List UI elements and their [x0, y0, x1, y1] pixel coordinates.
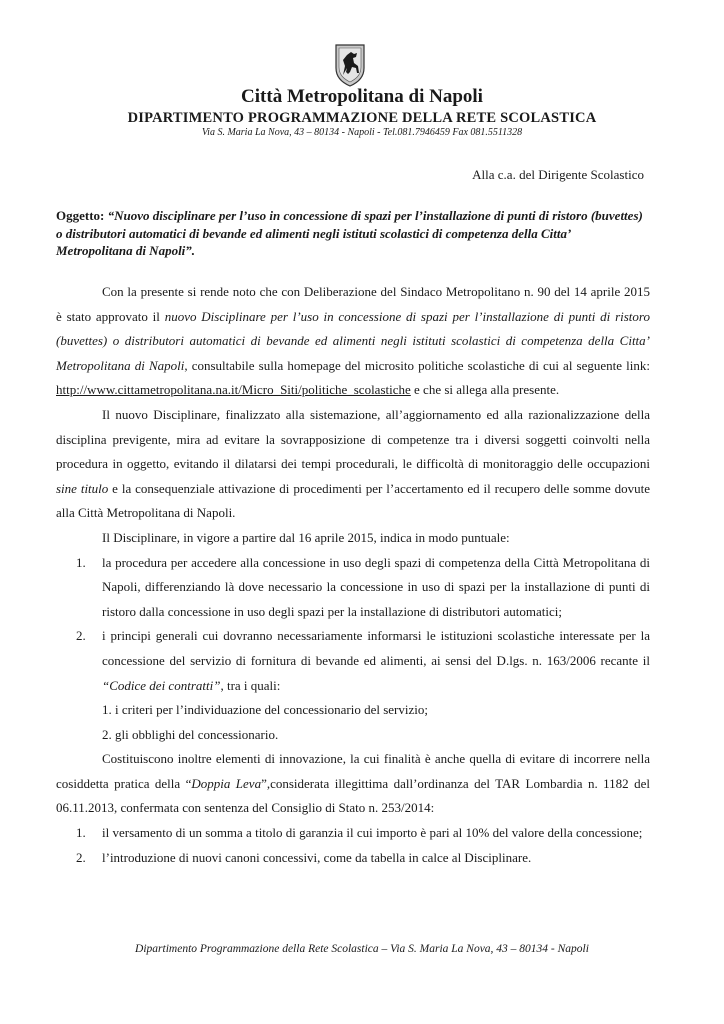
sub-item: 1. i criteri per l’individuazione del concessionario del servizio;	[102, 702, 428, 718]
list-item-text: l’introduzione di nuovi canoni concessivi, come da tabella in calce al Disciplinare.	[102, 849, 532, 865]
naples-horse-crest-icon	[330, 42, 370, 88]
paragraph-purpose	[56, 403, 650, 526]
department-name: DIPARTIMENTO PROGRAMMAZIONE DELLA RETE SCOLASTICA	[127, 110, 597, 126]
para1-text-c: e che si allega alla presente.	[410, 382, 560, 398]
list-number: 1.	[76, 554, 86, 570]
para2-italic: sine titulo	[56, 480, 109, 496]
para1-italic-title: nuovo Disciplinare per l’uso in concessione di spazi per l’installazione di punti di ristoro (buvettes) o distributori automatici di bevande ed alimenti negli istituti scolastici di competenza della Citta’ Metropolitana di Napoli	[56, 308, 650, 373]
list-item-text: i principi generali cui dovranno necessariamente informarsi le istituzioni scolastiche interessate per la concessione del servizio di fornitura di bevande ed alimenti, ai sensi del D.lgs. n. 163/2006 recante il	[102, 628, 650, 668]
list-item	[56, 624, 650, 698]
list-number: 2.	[76, 849, 86, 865]
para2-text-b: e la consequenziale attivazione di procedimenti per l’accertamento ed il recupero delle somme dovute alla Città Metropolitana di Napoli.	[56, 480, 651, 521]
page-footer: Dipartimento Programmazione della Rete Scolastica – Via S. Maria La Nova, 43 – 80134 - Napoli	[135, 943, 589, 955]
sub-item: 2. gli obblighi del concessionario.	[102, 726, 279, 742]
list-number: 1.	[76, 825, 86, 841]
para1-text-b: , consultabile sulla homepage del microsito politiche scolastiche di cui al seguente link:	[184, 357, 650, 373]
subject-label: Oggetto:	[56, 208, 105, 223]
paragraph-announcement	[56, 280, 650, 403]
numbered-list-innovations	[56, 821, 650, 870]
list-item	[56, 846, 650, 871]
institution-title: Città Metropolitana di Napoli	[241, 86, 483, 107]
numbered-list-provisions	[56, 551, 650, 699]
microsite-link[interactable]: http://www.cittametropolitana.na.it/Micro_Siti/politiche_scolastiche	[56, 382, 411, 398]
list-item	[56, 551, 650, 625]
para2-text-a: Il nuovo Disciplinare, finalizzato alla sistemazione, all’aggiornamento ed alla razionalizzazione della disciplina previgente, mira ad evitare la sovrapposizione di competenze tra i diversi soggetti coinvolti nella procedura in oggetto, evitando il dilatarsi dei tempi procedurali, le difficoltà di monitoraggio delle occupazioni	[56, 406, 650, 472]
list-item	[56, 821, 650, 846]
para4-text-b: ”,considerata illegittima dall’ordinanza del TAR Lombardia n. 1182 del 06.11.2013, confermata con sentenza del Consiglio di Stato n. 253/2014:	[56, 775, 650, 816]
recipient-line: Alla c.a. del Dirigente Scolastico	[472, 167, 644, 182]
paragraph-intro-list: Il Disciplinare, in vigore a partire dal 16 aprile 2015, indica in modo puntuale:	[102, 529, 510, 545]
para1-text-a: Con la presente si rende noto che con Deliberazione del Sindaco Metropolitano n. 90 del 14 aprile 2015 è stato approvato il	[56, 284, 650, 324]
list-item-italic: “Codice dei contratti”	[102, 677, 221, 693]
subject-text: “Nuovo disciplinare per l’uso in concessione di spazi per l’installazione di punti di ristoro (buvettes) o distributori automatici di bevande ed alimenti negli istituti scolastici di competenza della Citta’ Metropolitana di Napoli”.	[56, 208, 643, 258]
subject-block	[56, 207, 650, 260]
list-item-text: il versamento di un somma a titolo di garanzia il cui importo è pari al 10% del valore della concessione;	[102, 825, 643, 841]
letter-body	[56, 280, 650, 870]
para4-italic: Doppia Leva	[191, 775, 262, 791]
para4-text-a: Costituiscono inoltre elementi di innovazione, la cui finalità è anche quella di evitare di incorrere nella cosiddetta pratica della “	[56, 751, 650, 791]
list-item-text: la procedura per accedere alla concessione in uso degli spazi di competenza della Città Metropolitana di Napoli, differenziando là dove necessario la concessione in uso di spazi per la installazione di punti di ristoro dalla concessione in uso degli spazi per la installazione di distributori automatici;	[102, 554, 650, 619]
list-number: 2.	[76, 628, 86, 644]
department-address: Via S. Maria La Nova, 43 – 80134 - Napoli - Tel.081.7946459 Fax 081.5511328	[201, 127, 523, 138]
list-item-text-end: , tra i quali:	[220, 677, 281, 693]
paragraph-innovation	[56, 747, 650, 821]
